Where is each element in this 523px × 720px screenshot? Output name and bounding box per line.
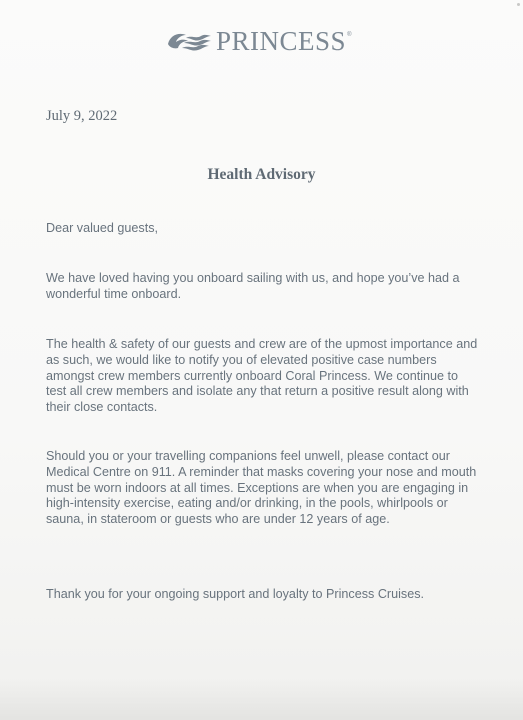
sea-witch-waves-icon [166,30,212,52]
page-bottom-shadow [0,678,523,720]
brand-name: PRINCESS [216,26,347,56]
closing-line: Thank you for your ongoing support and loyalty to Princess Cruises. [46,587,425,601]
letter-title: Health Advisory [207,166,316,183]
paragraph-medical-masks: Should you or your travelling companions feel unwell, please contact our Medical Centre on 911. A reminder that masks covering your nose and mouth must be worn indoors at all times. Exceptions are when you are engaging in high-intensity exercise, eating and/or drinking, in the pools, whirlpools or sauna, in stateroom or guests who are under 12 years of age. [46,449,477,527]
registered-mark: ® [347,32,352,38]
letter-date: July 9, 2022 [46,108,118,124]
scan-speck [517,3,520,6]
princess-logo [166,26,351,56]
paragraph-welcome: We have loved having you onboard sailing with us, and hope you’ve had a wonderful time onboard. [46,271,460,301]
greeting: Dear valued guests, [46,221,159,235]
paragraph-health-safety: The health & safety of our guests and crew are of the upmost importance and as such, we would like to notify you of elevated positive case numbers amongst crew members currently onboard Coral Princess. We continue to test all crew members and isolate any that return a positive result along with their close contacts. [46,337,478,415]
